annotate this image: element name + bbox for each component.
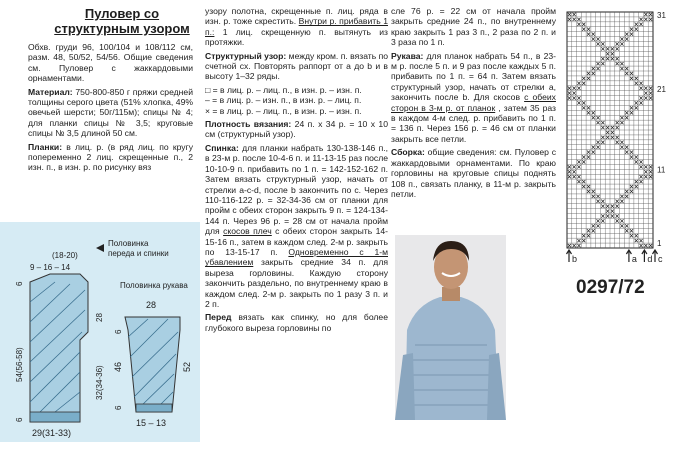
pattern-code: 0297/72 [576,277,645,298]
armhole-label: 28 [95,313,104,322]
column-right-text [391,6,556,202]
front-label-1: Половинка [108,239,149,248]
sleeve-side-label: 6 [114,329,123,334]
back-text-2: с обеих сторон закрыть 14-15-16 п., затем в каждом след. 2-м р. закрыть по 13-15-17 п. [205,226,388,257]
chart-arrow-label: c [658,254,663,264]
assembly-paragraph [391,147,556,199]
chart-row-label: 31 [657,11,666,20]
back-underlined-2: Одновременно с 1-м убавлением [205,246,388,268]
material-text: 750-800-850 г пряжи средней толщины серого цвета (51% хлопка, 49% овечьей шерсти; 50г/115м); спицы № 4; для планки спицы № 3,5; круговые спицы № 3,5 длиной 50 см. [28,86,193,139]
back-label: Спинка: [205,142,239,153]
left-height-label: 54(56-58) [15,347,24,382]
sleeve-rib-label: 6 [114,405,123,410]
intro-text: узору полотна, скрещенные п. лиц. ряда в изн. р. тоже скрестить. [205,6,388,27]
chart-row-label: 11 [657,165,666,175]
top-width-label: (18-20) [52,251,78,260]
rib-height-label: 6 [15,417,24,422]
mid-height-label: 32(34-36) [95,365,104,400]
density-label: Плотность вязания: [205,119,292,130]
sleeve-bottom-label: 15 – 13 [136,418,167,428]
pattern-schematic [0,222,200,442]
struct-paragraph [205,51,388,82]
assembly-text: общие сведения: см. Пуловер с жаккардовыми орнаментами. По краю горловины на круговые спицы поднять 108 п., связать планку, в 11-м р. закрыть петли. [391,147,556,199]
chart-row-label: 1 [657,239,662,248]
chart-arrow-icon [642,250,647,262]
chart-arrow-label: b [572,254,578,264]
intro-text-block [28,42,193,176]
intro-underlined: Внутри р. прибавить 1 п.: [205,16,388,37]
back-underlined-1: скосов плеч [223,226,272,237]
chart-arrow-label: d [647,254,653,264]
stitch-chart [559,6,677,264]
planks-text: в лиц. р. (в ряд лиц. по кругу попеременно 2 лиц. скрещенные п., 2 изн. п., в изн. р. по рисунку вяз [28,141,194,173]
chart-arrow-icon [626,250,631,262]
front-label-2: переда и спинки [108,249,169,258]
density-paragraph [205,119,388,140]
material-label: Материал: [28,86,73,97]
front-label: Перед [205,312,232,323]
back-text-3: закрыть средние 34 п. для выреза горловины. Каждую сторону закончить раздельно, по внутреннему краю в каждом след. 2-м р. закрыть по 1 разу 3 п. и 2 п. [205,257,388,309]
page-title-line1: Пуловер со [84,6,160,21]
sleeve-height-label: 46 [113,361,123,372]
chart-arrow-icon [653,250,658,262]
struct-label: Структурный узор: [205,50,287,61]
planks-paragraph [28,142,193,173]
page-title-line2: структурным узором [54,21,190,36]
chart-row-labels [657,11,666,248]
legend-1: □ = в лиц. р. – лиц. п., в изн. р. – изн. п. [205,84,362,95]
sleeve-top-label: 28 [146,300,157,310]
planks-label: Планки: [28,141,63,152]
sizes-paragraph: Обхв. груди 96, 100/104 и 108/112 см, разм. 48, 50/52, 54/56. Общие сведения см. Пуловер с жаккардовыми орнаментами. [28,42,193,84]
neck-label: 6 [15,281,24,286]
intro-paragraph [205,6,388,48]
density-text: 24 п. х 34 р. = 10 х 10 см (структурный узор). [205,119,388,140]
body-piece [30,274,88,422]
chart-grid [567,12,653,248]
material-paragraph [28,87,193,139]
neck-paragraph: сле 76 р. = 22 см от начала пройм закрыть средние 24 п., по внутреннему краю закрыть 1 раз 3 п., 2 раза по 2 п. и 3 раза по 1 п. [391,6,556,48]
back-text: для планки набрать 130-138-146 п., в 23-м р. после 10-4-6 п. и 11-13-15 раз после 10-10-9 п. прибавить по 1 п. = 142-152-162 п. Затем вязать структурный узор, начать от стрелки a-c-d, после b закончить по с. Через 110-116-122 р. = 32-34-36 см от планки для пройм с обеих сторон закрыть 9 п. = 124-134-144 п. Через 96 р. = 28 см от начала пройм для [205,142,389,237]
assembly-label: Сборка: [391,147,425,158]
chart-row-label: 21 [657,85,666,95]
body-rib [30,412,80,422]
legend-2: – = в лиц. р. – изн. п., в изн. р. – лиц. п. [205,95,362,106]
back-paragraph [205,143,388,310]
front-text: вязать как спинку, но для более глубокого выреза горловины по [205,312,388,333]
sleeve-total-label: 52 [182,361,192,372]
chart-arrows [567,250,664,264]
chart-arrow-label: a [631,254,637,264]
top-dims-label: 9 – 16 – 14 [30,263,71,272]
title-block [52,6,192,36]
column-left [0,0,200,456]
intro-end: 1 лиц. скрещенную п. вытянуть из протяжки. [205,26,388,48]
sleeves-label: Рукава: [391,50,424,61]
sleeve-rib [136,404,172,412]
sleeves-text-2: , затем 35 раз в каждом 4-м след. р. прибавить по 1 п. = 136 п. Через 156 р. = 46 см от планки закрыть все петли. [391,102,556,144]
sleeve-label: Половинка рукава [120,281,188,290]
struct-text: между кром. п. вязать по счетной сх. Повторять раппорт от а до b и в высоту 1–32 ряды. [205,50,389,82]
sweater-body [405,297,499,420]
sleeves-paragraph [391,51,556,145]
front-paragraph [205,312,388,333]
bottom-width-label: 29(31-33) [32,428,72,438]
neck [442,287,460,301]
sleeves-text: для планок набрать 54 п., в 23-м р. после 5 п. и 9 раз после каждых 5 п. прибавить по 1 п. = 64 п. Затем вязать структурный узор, начать от стрелки а, закончить после b. Для скосов [391,50,556,103]
model-photo [395,235,506,420]
chart-arrow-icon [567,250,572,262]
column-middle [205,6,388,336]
legend-3: × = в лиц. р. – лиц. п., в изн. р. – изн. п. [205,105,362,116]
sleeves-underlined: с обеих сторон в 3-м р. от планок [391,92,556,113]
